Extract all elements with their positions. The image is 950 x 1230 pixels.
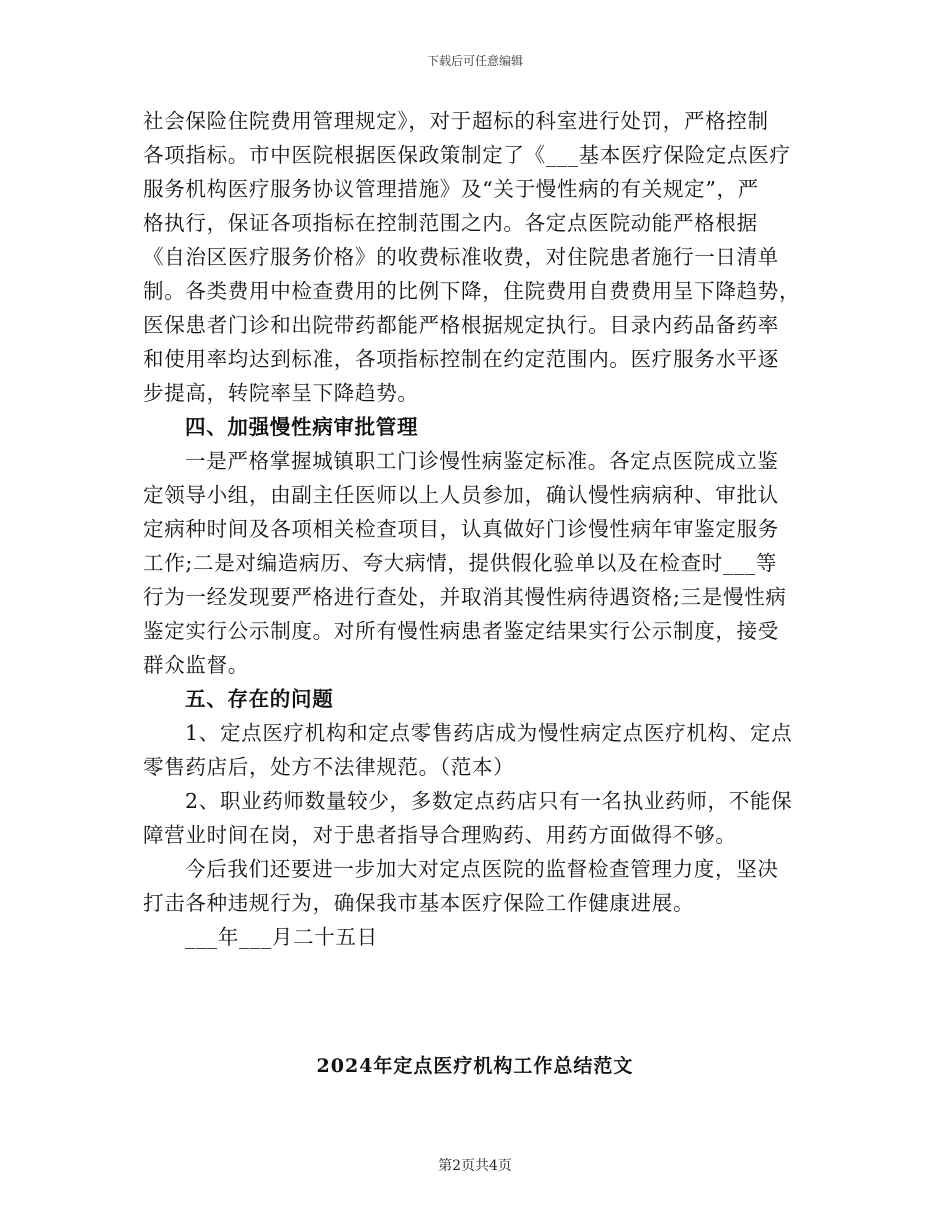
text-line: 定病种时间及各项相关检查项目，认真做好门诊慢性病年审鉴定服务 bbox=[143, 517, 779, 541]
document-body bbox=[143, 104, 813, 954]
text-line: 各项指标。市中医院根据医保政策制定了《___基本医疗保险定点医疗 bbox=[143, 143, 791, 167]
page-header: 下载后可任意编辑 bbox=[426, 54, 523, 68]
section-heading-4: 四、加强慢性病审批管理 bbox=[185, 415, 419, 439]
text-line: 和使用率均达到标准，各项指标控制在约定范围内。医疗服务水平逐 bbox=[143, 347, 779, 371]
text-line: 鉴定实行公示制度。对所有慢性病患者鉴定结果实行公示制度，接受 bbox=[143, 619, 779, 643]
page-number: 第2页共4页 bbox=[438, 1158, 512, 1174]
paragraph-2 bbox=[143, 444, 813, 682]
text-line: 今后我们还要进一步加大对定点医院的监督检查管理力度，坚决 bbox=[185, 857, 779, 881]
paragraph-1 bbox=[143, 104, 813, 410]
paragraph-5 bbox=[143, 852, 813, 920]
text-line: 医保患者门诊和出院带药都能严格根据规定执行。目录内药品备药率 bbox=[143, 313, 779, 337]
text-line: 群众监督。 bbox=[143, 653, 249, 677]
date-line: ___年___月二十五日 bbox=[185, 925, 378, 949]
text-line: 制。各类费用中检查费用的比例下降，住院费用自费费用呈下降趋势， bbox=[143, 279, 801, 303]
paragraph-4 bbox=[143, 784, 813, 852]
text-line: 服务机构医疗服务协议管理措施》及“关于慢性病的有关规定”，严 bbox=[143, 177, 759, 201]
next-section-title: 2024年定点医疗机构工作总结范文 bbox=[316, 1055, 634, 1077]
text-line: 社会保险住院费用管理规定》，对于超标的科室进行处罚，严格控制 bbox=[143, 109, 769, 133]
text-line: 定领导小组，由副主任医师以上人员参加，确认慢性病病种、审批认 bbox=[143, 483, 779, 507]
text-line: 行为一经发现要严格进行查处，并取消其慢性病待遇资格;三是慢性病 bbox=[143, 585, 787, 609]
paragraph-3 bbox=[143, 716, 813, 784]
text-line: 步提高，转院率呈下降趋势。 bbox=[143, 381, 419, 405]
text-line: 工作;二是对编造病历、夸大病情，提供假化验单以及在检查时___等 bbox=[143, 551, 778, 575]
text-line: 2、职业药师数量较少，多数定点药店只有一名执业药师，不能保 bbox=[185, 789, 793, 813]
text-line: 《自治区医疗服务价格》的收费标准收费，对住院患者施行一日清单 bbox=[143, 245, 779, 269]
text-line: 一是严格掌握城镇职工门诊慢性病鉴定标准。各定点医院成立鉴 bbox=[185, 449, 779, 473]
text-line: 1、定点医疗机构和定点零售药店成为慢性病定点医疗机构、定点 bbox=[185, 721, 793, 745]
text-line: 障营业时间在岗，对于患者指导合理购药、用药方面做得不够。 bbox=[143, 823, 737, 847]
text-line: 打击各种违规行为，确保我市基本医疗保险工作健康进展。 bbox=[143, 891, 695, 915]
section-heading-5: 五、存在的问题 bbox=[185, 687, 334, 711]
text-line: 格执行，保证各项指标在控制范围之内。各定点医院动能严格根据 bbox=[143, 211, 758, 235]
text-line: 零售药店后，处方不法律规范。（范本） bbox=[143, 755, 515, 779]
